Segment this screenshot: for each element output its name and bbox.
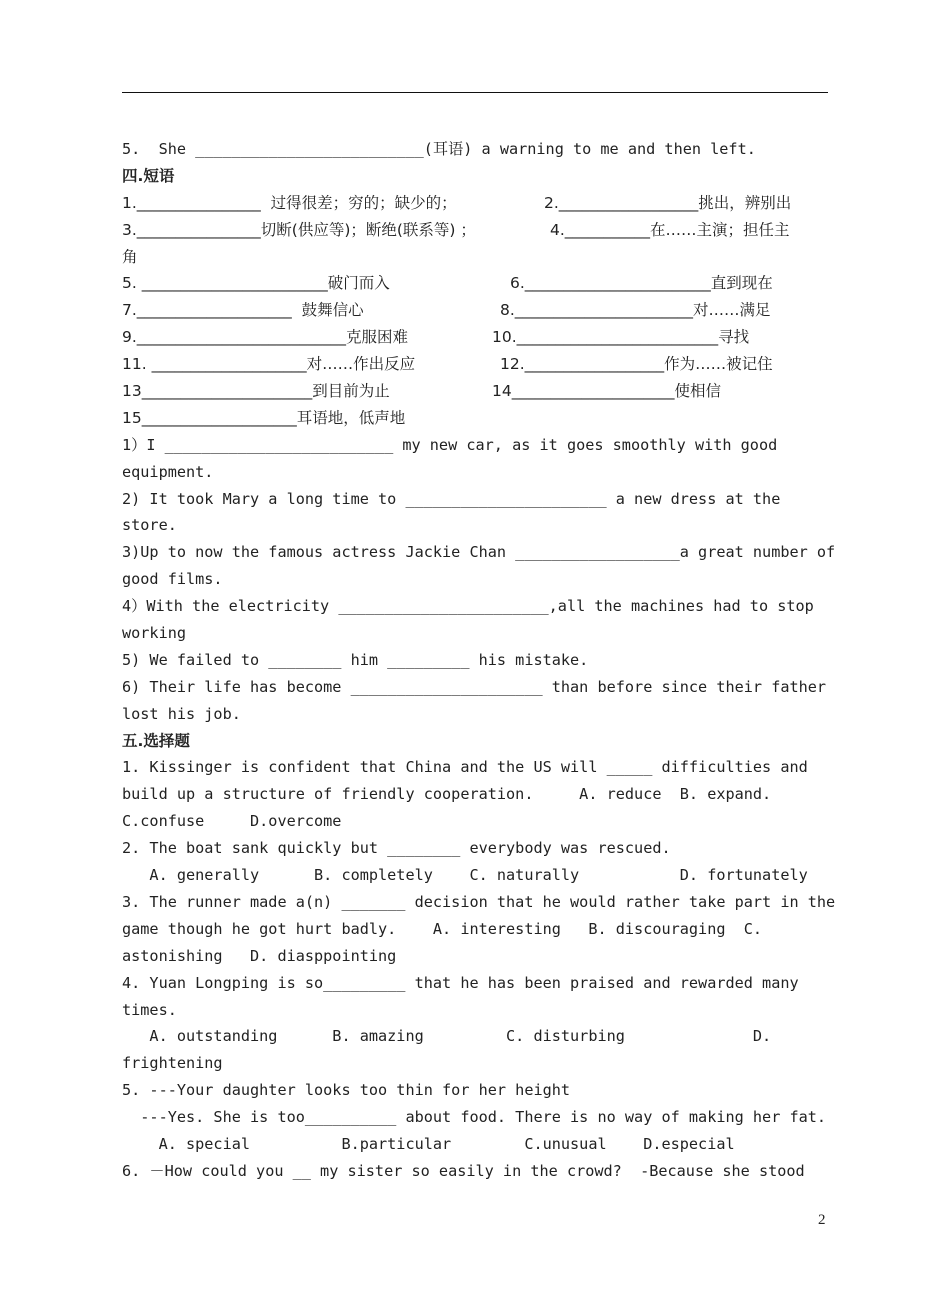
question-line: 6. －How could you __ my sister so easily in the crowd? -Because she stood [122,1161,805,1180]
question-line: C.confuse D.overcome [122,812,342,831]
phrase-item: 5. ________________________破门而入 [122,274,390,293]
question-line: A. generally B. completely C. naturally D. fortunately [122,866,808,885]
question-line: times. [122,1000,177,1019]
section4-heading: 四.短语 [122,166,175,185]
phrase-item: 15____________________耳语地，低声地 [122,408,406,427]
sentence-line: 2) It took Mary a long time to ______________________ a new dress at the [122,489,781,508]
question-line: 1. Kissinger is confident that China and the US will _____ difficulties and [122,758,808,777]
question-line: ---Yes. She is too__________ about food. There is no way of making her fat. [122,1108,827,1127]
phrase-row [122,378,832,405]
phrase-item: 1.________________ 过得很差；穷的；缺少的； [122,193,457,212]
question-line: 3. The runner made a(n) _______ decision that he would rather take part in the [122,892,836,911]
sentence-line: store. [122,516,177,535]
phrase-item: 11. ____________________对……作出反应 [122,355,416,374]
phrase-item: 8._______________________对……满足 [500,301,771,320]
phrase-item: 9.___________________________克服困难 [122,328,409,347]
section3-item-5: 5. She _________________________(耳语) a warning to me and then left. [122,140,756,158]
sentence-line: good films. [122,570,223,589]
phrase-item: 14_____________________使相信 [492,382,721,401]
phrase-item: 2.__________________挑出，辨别出 [544,193,792,212]
phrase-item: 10.__________________________寻找 [492,328,750,347]
phrase-row [122,217,832,244]
phrase-row [122,297,832,324]
phrase-item: 13______________________到目前为止 [122,382,390,401]
question-line: game though he got hurt badly. A. interesting B. discouraging C. [122,919,763,938]
question-line: 5. ---Your daughter looks too thin for her height [122,1081,571,1100]
sentence-line: 1）I _________________________ my new car, as it goes smoothly with good [122,435,778,454]
question-line: 2. The boat sank quickly but ________ everybody was rescued. [122,839,671,858]
phrase-row [122,324,832,351]
sentence-line: 5) We failed to ________ him _________ his mistake. [122,650,589,669]
sentence-line: 6) Their life has become _____________________ than before since their father [122,677,827,696]
phrase-item: 4.___________在……主演；担任主 [550,220,790,239]
question-line: frightening [122,1054,223,1073]
question-line: A. special B.particular C.unusual D.especial [122,1134,735,1153]
header-rule [122,92,828,93]
phrase-item: 角 [122,247,138,266]
question-line: astonishing D. diasppointing [122,946,397,965]
phrase-item: 7.____________________ 鼓舞信心 [122,301,364,320]
section5-heading: 五.选择题 [122,731,190,750]
sentence-line: 3)Up to now the famous actress Jackie Chan __________________a great number of [122,543,836,562]
phrase-row [122,190,832,217]
question-line: A. outstanding B. amazing C. disturbing D. [122,1027,772,1046]
phrase-item: 3.________________切断(供应等)；断绝(联系等) ； [122,220,476,239]
sentence-line: 4）With the electricity _______________________,all the machines had to stop [122,597,814,616]
sentence-line: lost his job. [122,704,241,723]
sentence-line: working [122,624,187,643]
question-line: build up a structure of friendly cooperation. A. reduce B. expand. [122,785,772,804]
phrase-row [122,270,832,297]
page-number: 2 [818,1212,826,1228]
phrase-item: 12.__________________作为……被记住 [500,355,773,374]
phrase-row [122,351,832,378]
sentence-line: equipment. [122,462,214,481]
worksheet-page [122,136,836,1185]
phrase-item: 6.________________________直到现在 [510,274,773,293]
question-line: 4. Yuan Longping is so_________ that he has been praised and rewarded many [122,973,799,992]
